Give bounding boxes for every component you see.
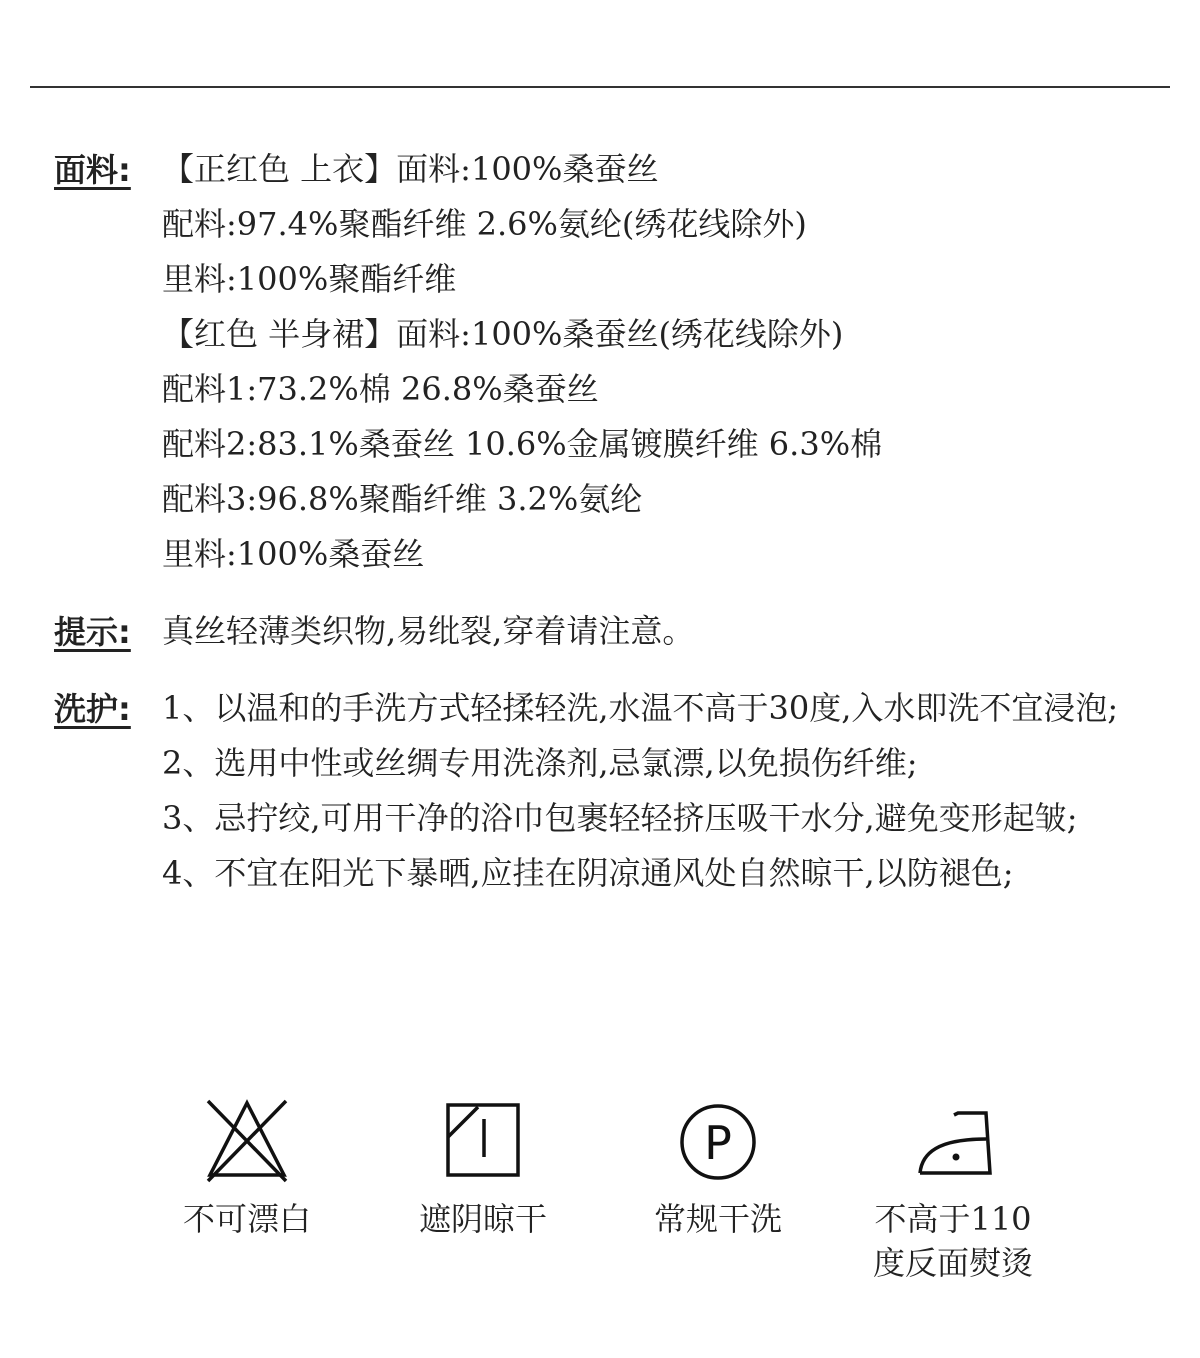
care-symbol-iron (843, 1095, 1063, 1285)
washing-lines (162, 681, 1137, 901)
dry-clean-p-icon (673, 1095, 763, 1185)
tip-label: 提示: (54, 613, 131, 651)
care-label: 遮阴晾干 (418, 1200, 547, 1238)
shade-dry-icon (438, 1095, 528, 1185)
iron-one-dot-icon (908, 1095, 998, 1185)
washing-item: 1、以温和的手洗方式轻揉轻洗,水温不高于30度,入水即洗不宜浸泡; (162, 689, 1119, 727)
washing-item: 4、不宜在阳光下暴晒,应挂在阴凉通风处自然晾干,以防褪色; (162, 854, 1014, 892)
fabric-line: 【正红色 上衣】面料:100%桑蚕丝 (162, 150, 659, 188)
fabric-line: 配料2:83.1%桑蚕丝 10.6%金属镀膜纤维 6.3%棉 (162, 425, 883, 463)
care-symbol-dry-clean (608, 1095, 828, 1241)
fabric-line: 配料1:73.2%棉 26.8%桑蚕丝 (162, 370, 599, 408)
fabric-lines (162, 142, 1142, 582)
fabric-line: 里料:100%聚酯纤维 (162, 260, 457, 298)
fabric-label: 面料: (54, 151, 131, 189)
washing-item: 2、选用中性或丝绸专用洗涤剂,忌氯漂,以免损伤纤维; (162, 744, 918, 782)
care-symbol-no-bleach (137, 1095, 357, 1241)
fabric-line: 里料:100%桑蚕丝 (162, 535, 425, 573)
care-symbol-shade-dry (373, 1095, 593, 1241)
washing-label: 洗护: (54, 690, 131, 728)
svg-text:P: P (704, 1116, 732, 1170)
tip-lines (162, 604, 1142, 659)
top-divider (30, 86, 1170, 88)
fabric-line: 配料:97.4%聚酯纤维 2.6%氨纶(绣花线除外) (162, 205, 807, 243)
tip-text: 真丝轻薄类织物,易纰裂,穿着请注意。 (162, 612, 695, 650)
care-label: 不高于110 度反面熨烫 (872, 1200, 1033, 1282)
fabric-line: 【红色 半身裙】面料:100%桑蚕丝(绣花线除外) (162, 315, 844, 353)
care-label: 不可漂白 (182, 1200, 311, 1238)
no-bleach-icon (202, 1095, 292, 1185)
fabric-line: 配料3:96.8%聚酯纤维 3.2%氨纶 (162, 480, 643, 518)
care-symbols-row (0, 1095, 1200, 1295)
care-label: 常规干洗 (653, 1200, 782, 1238)
washing-item: 3、忌拧绞,可用干净的浴巾包裹轻轻挤压吸干水分,避免变形起皱; (162, 799, 1078, 837)
